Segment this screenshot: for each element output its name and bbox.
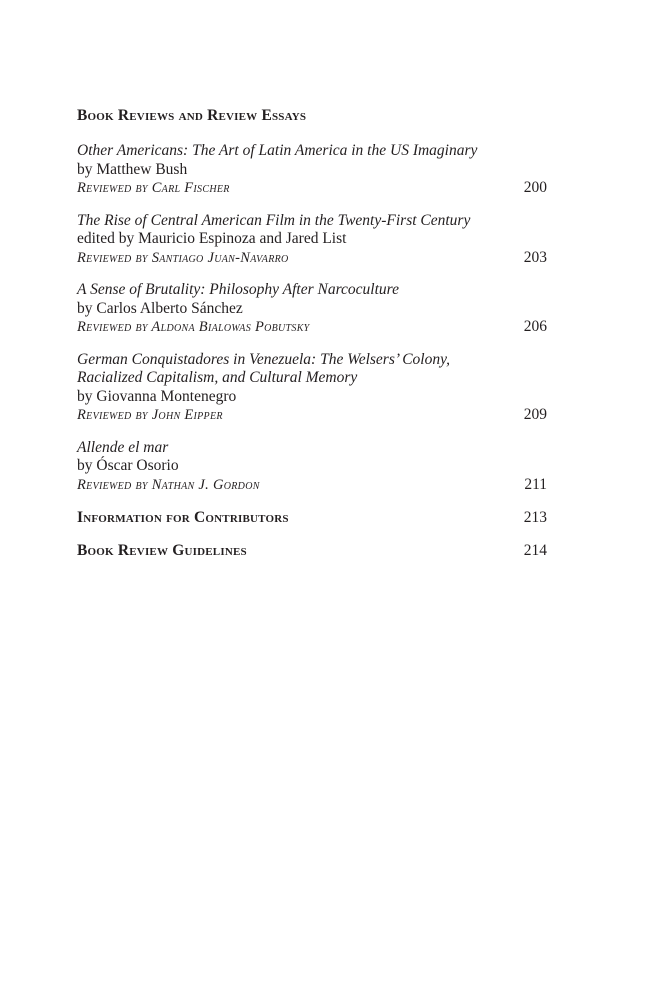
page-number: 209 <box>523 406 547 423</box>
review-entry <box>77 281 547 337</box>
book-title-continued: Racialized Capitalism, and Cultural Memory <box>77 369 358 386</box>
book-title: Allende el mar <box>77 438 169 456</box>
review-entry <box>77 439 547 495</box>
reviewer-row <box>77 406 547 425</box>
page-number: 213 <box>523 509 547 526</box>
section-heading: Book Reviews and Review Essays <box>77 107 307 124</box>
book-title: German Conquistadores in Venezuela: The Welsers’ Colony, <box>77 350 450 368</box>
page-number: 206 <box>523 318 547 335</box>
page-number: 211 <box>524 475 547 493</box>
book-byline: by Giovanna Montenegro <box>77 387 237 405</box>
reviewer-name: Reviewed by Nathan J. Gordon <box>77 476 260 493</box>
toc-row-guidelines <box>77 541 547 561</box>
review-entry <box>77 212 547 268</box>
page-number: 214 <box>523 542 547 559</box>
reviewer-row <box>77 249 547 268</box>
reviewer-row <box>77 318 547 337</box>
toc-label: Book Review Guidelines <box>77 542 247 559</box>
page-number: 203 <box>523 248 547 266</box>
reviewer-name: Reviewed by Carl Fischer <box>77 180 230 196</box>
review-entry <box>77 142 547 198</box>
toc-row-contributors <box>77 508 547 528</box>
book-title: A Sense of Brutality: Philosophy After Narcoculture <box>77 281 400 298</box>
reviewer-row <box>77 476 547 495</box>
reviewer-name: Reviewed by Santiago Juan-Navarro <box>77 249 289 266</box>
book-byline: by Carlos Alberto Sánchez <box>77 299 243 317</box>
reviewer-name: Reviewed by John Eipper <box>77 407 223 423</box>
book-byline: edited by Mauricio Espinoza and Jared List <box>77 230 347 247</box>
book-byline: by Matthew Bush <box>77 160 188 178</box>
table-of-contents <box>77 106 547 561</box>
reviewer-name: Reviewed by Aldona Bialowas Pobutsky <box>77 319 310 335</box>
book-byline: by Óscar Osorio <box>77 457 179 474</box>
book-title: The Rise of Central American Film in the Twenty-First Century <box>77 211 471 229</box>
toc-label: Information for Contributors <box>77 509 289 526</box>
review-entry <box>77 351 547 425</box>
reviewer-row <box>77 179 547 198</box>
book-title: Other Americans: The Art of Latin America in the US Imaginary <box>77 142 478 159</box>
page-number: 200 <box>523 179 547 196</box>
